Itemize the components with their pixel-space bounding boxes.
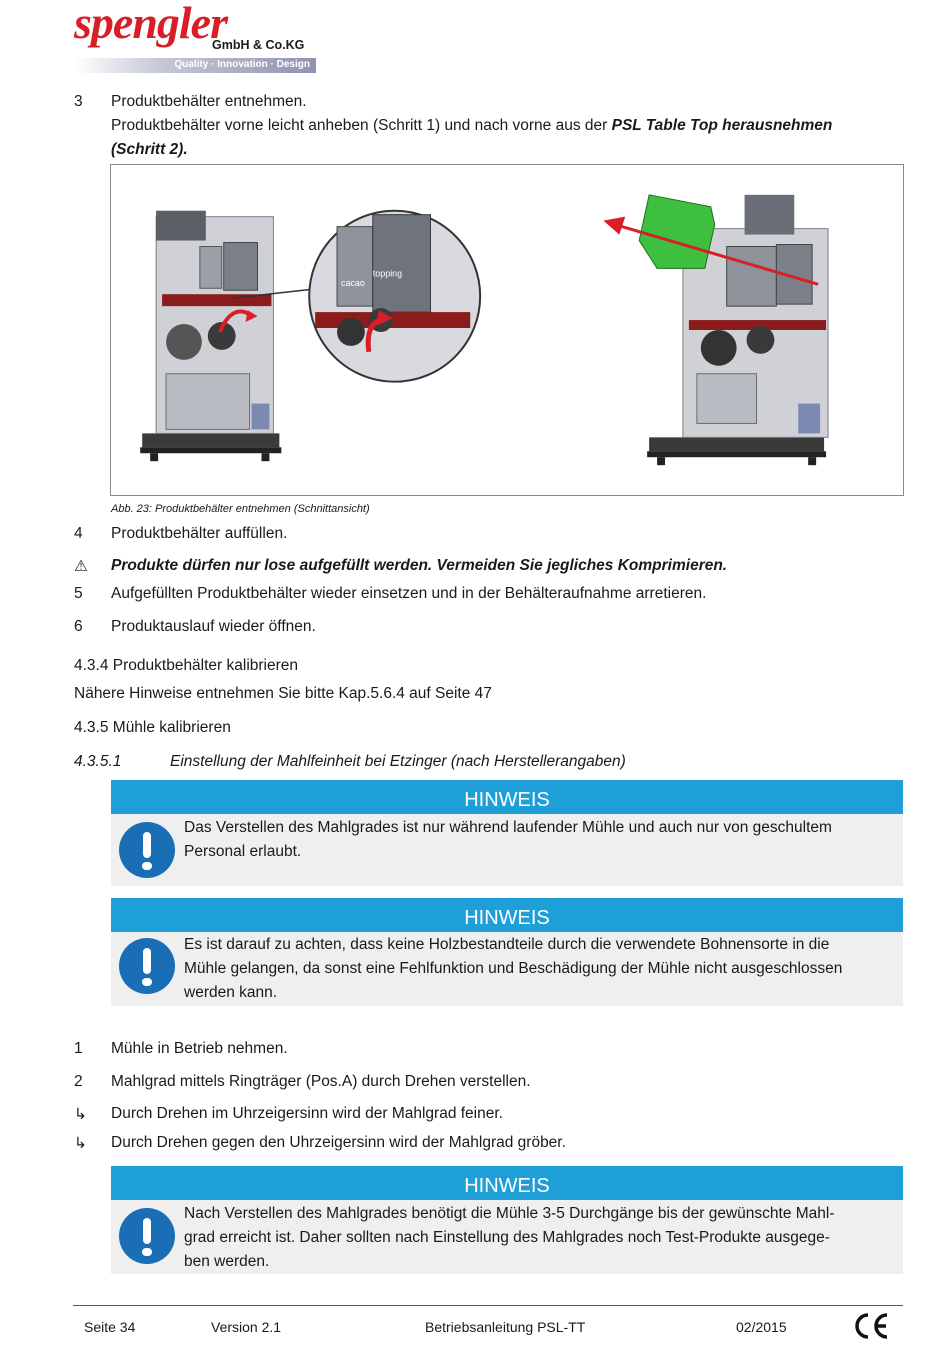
exclamation-icon [119, 1208, 175, 1264]
notice-box [111, 1166, 903, 1274]
step-detail [111, 117, 832, 135]
step-detail-text: Produktbehälter vorne leicht anheben (Schritt 1) und nach vorne aus der [111, 117, 612, 134]
zoom-detail-circle [309, 211, 480, 382]
exclamation-icon [119, 822, 175, 878]
step-number: 5 [74, 585, 83, 602]
footer-divider [73, 1305, 903, 1306]
label-topping: topping [372, 268, 403, 279]
step-text: Mühle in Betrieb nehmen. [111, 1040, 288, 1057]
notice-heading: HINWEIS [111, 1166, 903, 1200]
step-number: 3 [74, 93, 83, 110]
notice-text [184, 816, 897, 864]
step-number: 2 [74, 1073, 83, 1090]
notice-line: Nach Verstellen des Mahlgrades benötigt die Mühle 3-5 Durchgänge bis der gewünschte Mahl- [184, 1205, 835, 1222]
subsection-number: 4.3.5.1 [74, 753, 122, 770]
notice-box [111, 898, 903, 1006]
step-number: 4 [74, 525, 83, 542]
notice-line: ben werden. [184, 1253, 270, 1270]
footer-page-number: Seite 34 [84, 1319, 136, 1335]
warning-icon: ⚠ [74, 558, 88, 575]
step-text: Mahlgrad mittels Ringträger (Pos.A) durch Drehen verstellen. [111, 1073, 531, 1090]
result-arrow-icon: ↳ [74, 1106, 87, 1123]
step-text: Produktbehälter entnehmen. [111, 93, 307, 110]
notice-heading: HINWEIS [111, 898, 903, 932]
notice-line: grad erreicht ist. Daher sollten nach Einstellung des Mahlgrades noch Test-Produkte ausgege- [184, 1229, 830, 1246]
company-logo [74, 2, 318, 72]
figure-caption: Abb. 23: Produktbehälter entnehmen (Schnittansicht) [111, 503, 370, 515]
step-number: 6 [74, 618, 83, 635]
step-text: Produktauslauf wieder öffnen. [111, 618, 316, 635]
step-text: Aufgefüllten Produktbehälter wieder einsetzen und in der Behälteraufnahme arretieren. [111, 585, 707, 602]
label-cacao: cacao [341, 278, 365, 289]
notice-line: Es ist darauf zu achten, dass keine Holzbestandteile durch die verwendete Bohnensorte in die [184, 936, 830, 953]
notice-line: Personal erlaubt. [184, 843, 302, 860]
section-text-434: Nähere Hinweise entnehmen Sie bitte Kap.5.6.4 auf Seite 47 [74, 685, 492, 702]
section-heading-434: 4.3.4 Produktbehälter kalibrieren [74, 657, 299, 674]
machine-cutaway-right [603, 195, 828, 465]
step-number: 1 [74, 1040, 83, 1057]
result-text: Durch Drehen im Uhrzeigersinn wird der Mahlgrad feiner. [111, 1105, 503, 1122]
step-detail-emphasis: PSL Table Top herausnehmen [611, 117, 833, 134]
logo-tagline: Quality · Innovation · Design [174, 59, 310, 70]
subsection-title: Einstellung der Mahlfeinheit bei Etzinger (nach Herstellerangaben) [170, 753, 626, 770]
notice-box [111, 780, 903, 886]
step-text: Produktbehälter auffüllen. [111, 525, 288, 542]
logo-wordmark: spengler [74, 0, 227, 48]
section-heading-435: 4.3.5 Mühle kalibrieren [74, 719, 231, 736]
notice-line: werden kann. [184, 984, 278, 1001]
notice-line: Mühle gelangen, da sonst eine Fehlfunktion und Beschädigung der Mühle nicht ausgeschlossen [184, 960, 843, 977]
machine-cutaway-left [140, 211, 321, 461]
notice-text [184, 1202, 897, 1274]
notice-heading: HINWEIS [111, 780, 903, 814]
footer-document-title: Betriebsanleitung PSL-TT [425, 1319, 586, 1335]
warning-text: Produkte dürfen nur lose aufgefüllt werden. Vermeiden Sie jegliches Komprimieren. [111, 557, 728, 574]
figure-product-container-removal [110, 164, 904, 496]
step-detail-continued: (Schritt 2). [111, 141, 188, 158]
result-arrow-icon: ↳ [74, 1135, 87, 1152]
figure-illustration [111, 165, 903, 495]
footer-version: Version 2.1 [211, 1319, 282, 1335]
ce-mark-icon [852, 1311, 890, 1341]
notice-line: Das Verstellen des Mahlgrades ist nur während laufender Mühle und auch nur von geschultem [184, 819, 832, 836]
footer-date: 02/2015 [736, 1319, 787, 1335]
exclamation-icon [119, 938, 175, 994]
result-text: Durch Drehen gegen den Uhrzeigersinn wird der Mahlgrad gröber. [111, 1134, 566, 1151]
notice-text [184, 933, 897, 1005]
logo-company-suffix: GmbH & Co.KG [212, 38, 305, 52]
